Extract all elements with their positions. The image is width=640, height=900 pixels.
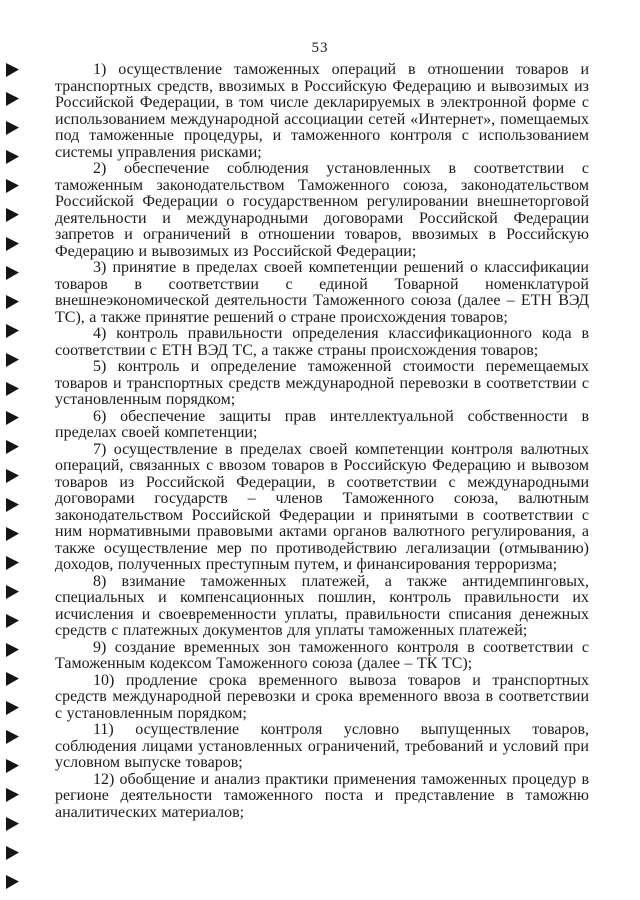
paragraph-item-4: 4) контроль правильности определения классификационного кода в соответствии с ЕТН ВЭД ТС, а также страны происхождения товаров;	[55, 325, 589, 359]
paragraph-item-12: 12) обобщение и анализ практики применения таможенных процедур в регионе деятельности таможенного поста и представление в таможню аналитических материалов;	[55, 770, 589, 821]
paragraph-item-1: 1) осуществление таможенных операций в отношении товаров и транспортных средств, ввозимых в Российскую Федерацию и вывозимых из Российской Федерации, в том числе декларируемых в электронной форме с использованием международной ассоциации сетей «Интернет», помещаемых под таможенные процедуры, и таможенного контроля с использованием системы управления рисками;	[55, 61, 589, 161]
paragraph-item-5: 5) контроль и определение таможенной стоимости перемещаемых товаров и транспортных средств международной перевозки в соответствии с установленным порядком;	[55, 358, 589, 408]
paragraph-item-7: 7) осуществление в пределах своей компетенции контроля валютных операций, связанных с ввозом товаров в Российскую Федерацию и вывозом товаров из Российской Федерации, в соответствии с международными договорами государств – членов Таможенного союза, валютным законодательством Российской Федерации и принятыми в соответствии с ним нормативными правовыми актами органов валютного регулирования, а также осуществление мер по противодействию легализации (отмыванию) доходов, полученных преступным путем, и финансирования терроризма;	[55, 440, 589, 573]
paragraph-item-10: 10) продление срока временного вывоза товаров и транспортных средств международной перевозки и срока временного ввоза в соответствии с установленным порядком;	[55, 671, 589, 722]
paragraph-item-6: 6) обеспечение защиты прав интеллектуальной собственности в пределах своей компетенции;	[55, 407, 589, 441]
paragraph-item-2: 2) обеспечение соблюдения установленных в соответствии с таможенным законодательством Таможенного союза, законодательством Российской Федерации о государственном регулировании внешнеторговой деятельности и международными договорами Российской Федерации запретов и ограничений в отношении товаров, ввозимых в Российскую Федерацию и вывозимых из Российской Федерации;	[55, 160, 589, 260]
page-number: 53	[311, 40, 329, 56]
paragraph-item-3: 3) принятие в пределах своей компетенции решений о классификации товаров в соответствии с единой Товарной номенклатурой внешнеэкономической деятельности Таможенного союза (далее – ЕТН ВЭД ТС), а также принятие решений о стране происхождения товаров;	[55, 259, 589, 326]
scan-edge-marks-icon	[6, 60, 23, 900]
paragraph-item-8: 8) взимание таможенных платежей, а также антидемпинговых, специальных и компенсационных пошлин, контроль правильности их исчисления и своевременности уплаты, правильности списания денежных средств с платежных документов для уплаты таможенных платежей;	[55, 572, 589, 639]
paragraph-item-9: 9) создание временных зон таможенного контроля в соответствии с Таможенным кодексом Таможенного союза (далее – ТК ТС);	[55, 638, 589, 672]
paragraph-item-11: 11) осуществление контроля условно выпущенных товаров, соблюдения лицами установленных ограничений, требований и условий при условном выпуске товаров;	[55, 721, 589, 771]
document-text	[55, 62, 589, 821]
